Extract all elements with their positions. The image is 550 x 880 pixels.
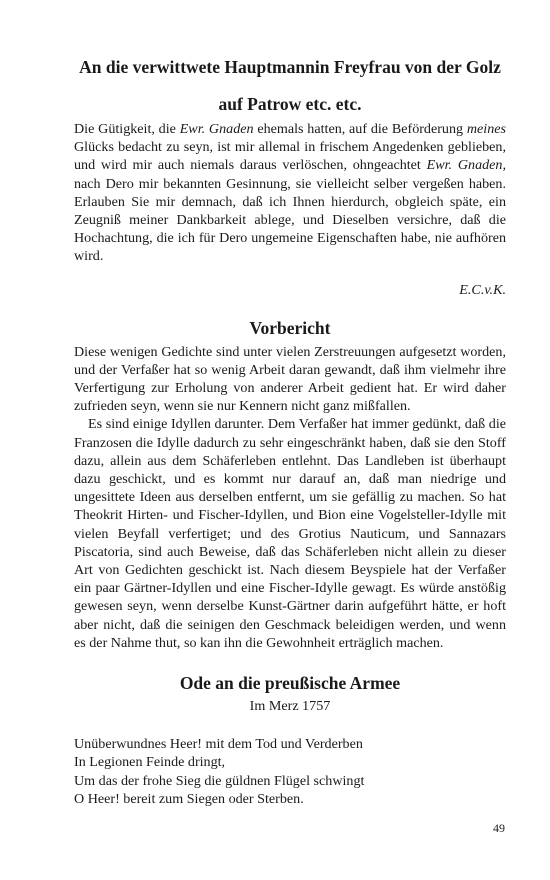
ode-date: Im Merz 1757 bbox=[249, 698, 331, 715]
ode-title: Ode an die preußische Armee bbox=[179, 673, 401, 694]
vorbericht-paragraph: Diese wenigen Gedichte sind unter vielen Zerstreuungen aufgesetzt worden, und der Verfaßer hat so wenig Arbeit daran gewandt, daß ihm vielmehr ihre Verfertigung zur Erholung von anderer Arbeit gedient hat. Er wird daher zufrieden seyn, wenn sie nur Kennern nicht ganz mißfallen. bbox=[74, 343, 506, 415]
dedication-signature: E.C.v.K. bbox=[459, 281, 506, 298]
ode-section bbox=[74, 672, 506, 809]
text-run-italic: Ewr. Gnaden bbox=[179, 121, 254, 137]
poem-line: Unüberwundnes Heer! mit dem Tod und Verderben bbox=[74, 736, 363, 753]
text-run: Die Gütigkeit, die bbox=[74, 121, 180, 137]
poem-line: O Heer! bereit zum Siegen oder Sterben. bbox=[74, 791, 304, 808]
dedication-title: An die verwittwete Hauptmannin Freyfrau von der Golz bbox=[79, 57, 501, 77]
poem-line: In Legionen Feinde dringt, bbox=[74, 754, 226, 771]
vorbericht-section bbox=[74, 317, 506, 652]
text-run: Glücks bedacht zu seyn, ist mir allemal in frischem Angedenken geblieben, und wird mir auch niemals daraus verlöschen, ohngeachtet bbox=[74, 139, 506, 174]
poem-line: Um das der frohe Sieg die güldnen Flügel schwingt bbox=[74, 772, 365, 789]
text-run: ehemals hatten, auf die Beförderung bbox=[253, 121, 467, 137]
dedication-text bbox=[74, 120, 506, 266]
page-number: 49 bbox=[493, 821, 505, 835]
dedication-section bbox=[74, 56, 506, 299]
vorbericht-paragraph: Es sind einige Idyllen darunter. Dem Verfaßer hat immer gedünkt, daß die Franzosen die Idylle dadurch zu sehr eingeschränkt haben, daß sie den Stoff dazu, allein aus dem Schäferleben entlehnt. Das Landleben ist überhaupt dazu geschickt, und es kommt nur darauf an, daß man niedrige und ungesittete Ideen aus derselben entfernt, um sie gefällig zu machen. So hat Theokrit Hirten- und Fischer-Idyllen, und Bion eine Vogelsteller-Idylle mit vielen Beyfall verfertiget; und des Grotius Nauticum, und Sannazars Piscatoria, sind auch Beweise, daß das Schäferleben nicht allein zu dieser Art von Gedichten geschickt ist. Nach diesem Beyspiele hat der Verfaßer ein paar Gärtner-Idyllen und eine Fischer-Idylle gewagt. Es würde anstößig gewesen seyn, wenn derselbe Kunst-Gärtner darin aufgeführt hätte, er hoft aber nicht, daß die seinigen den Geschmack beleidigen werden, und wenn es der Nahme thut, so kan ihn die Gewohnheit erträglich machen. bbox=[74, 416, 506, 651]
dedication-subtitle: auf Patrow etc. etc. bbox=[218, 94, 362, 114]
text-run-italic: meines bbox=[466, 121, 506, 137]
poem-stanza bbox=[74, 735, 506, 809]
page-content bbox=[74, 56, 506, 809]
text-run-italic: Ewr. Gnaden, bbox=[426, 157, 506, 174]
text-run: nach Dero mir bekannten Gesinnung, sie vielleicht selber vergeßen haben. Erlauben Sie mir demnach, daß ich Ihnen hierdurch, obgleich späte, ein Zeugniß meiner Dankbarkeit ablege, und Dieselben versichre, daß die Hochachtung, die ich für Dero ungemeine Eigenschaften habe, nie aufhören wird. bbox=[74, 175, 506, 265]
vorbericht-title: Vorbericht bbox=[249, 317, 331, 338]
